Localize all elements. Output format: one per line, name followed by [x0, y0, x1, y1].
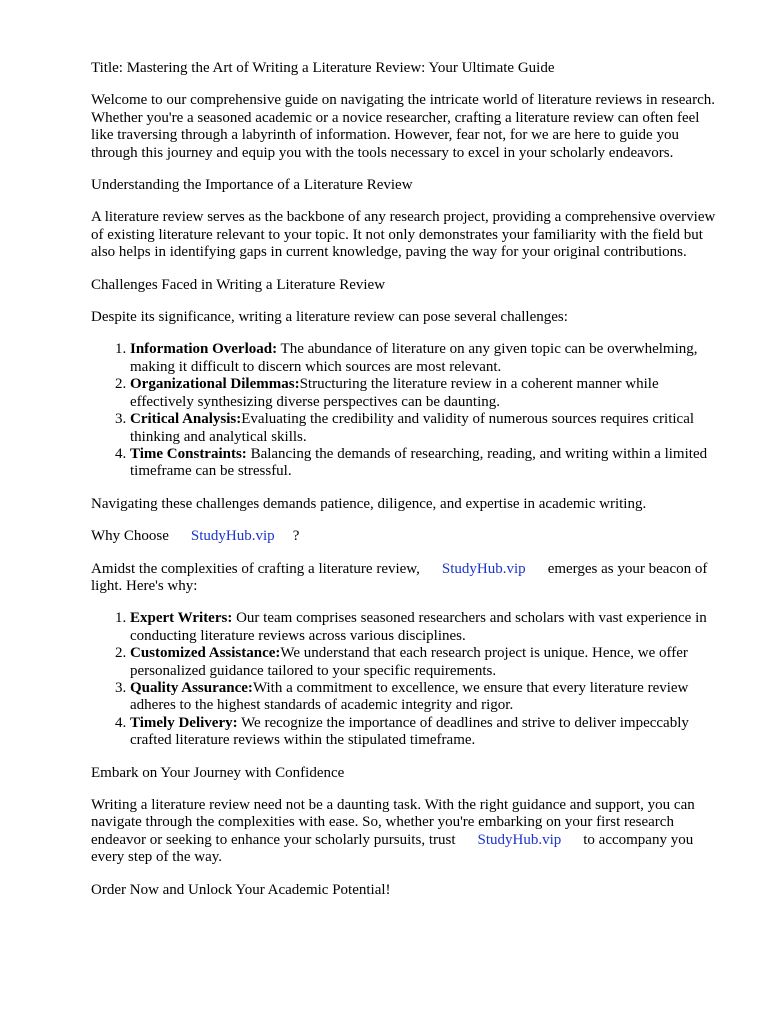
journey-paragraph — [91, 797, 721, 867]
why-choose-suffix: ? — [292, 528, 300, 545]
list-item — [130, 446, 721, 481]
studyhub-link[interactable]: StudyHub.vip — [477, 831, 562, 848]
challenges-list — [91, 341, 721, 480]
section-heading-journey: Embark on Your Journey with Confidence — [91, 764, 345, 781]
list-item — [130, 715, 721, 750]
importance-paragraph: A literature review serves as the backbone of any research project, providing a comprehensive overview of existing literature relevant to your topic. It not only demonstrates your familiarity with the field but also helps in identifying gaps in current knowledge, paving the way for your original contributions. — [91, 209, 716, 261]
list-item-term: Critical Analysis: — [130, 411, 242, 428]
list-item-term: Time Constraints: — [130, 445, 247, 462]
why-choose-prefix: Why Choose — [91, 528, 169, 545]
why-choose-line — [91, 528, 721, 545]
studyhub-link[interactable]: StudyHub.vip — [190, 528, 275, 545]
document-content — [91, 60, 721, 899]
list-item — [130, 680, 721, 715]
amidst-after: emerges as your beacon of light. Here's why: — [91, 560, 708, 594]
list-item-text: The abundance of literature on any given topic can be overwhelming, making it difficult to discern which sources are most relevant. — [130, 341, 698, 375]
amidst-paragraph — [91, 561, 721, 596]
document-title: Title: Mastering the Art of Writing a Literature Review: Your Ultimate Guide — [91, 60, 555, 76]
list-item-text: We understand that each research project is unique. Hence, we offer personalized guidance tailored to your specific requirements. — [130, 645, 688, 679]
journey-after: to accompany you every step of the way. — [91, 831, 694, 866]
challenges-closing: Navigating these challenges demands patience, diligence, and expertise in academic writing. — [91, 495, 647, 512]
list-item-text: With a commitment to excellence, we ensure that every literature review adheres to the highest standards of academic integrity and rigor. — [130, 679, 689, 714]
call-to-action: Order Now and Unlock Your Academic Potential! — [91, 881, 391, 898]
list-item-term: Quality Assurance: — [130, 679, 253, 696]
list-item-text: Structuring the literature review in a coherent manner while effectively synthesizing diverse perspectives can be daunting. — [130, 376, 659, 410]
list-item-text: Our team comprises seasoned researchers and scholars with vast experience in conducting literature reviews across various disciplines. — [130, 610, 707, 644]
list-item-term: Organizational Dilemmas: — [130, 376, 300, 393]
list-item-text: We recognize the importance of deadlines and strive to deliver impeccably crafted literature reviews within the stipulated timeframe. — [130, 714, 689, 749]
list-item — [130, 411, 721, 446]
benefits-list — [91, 610, 721, 749]
amidst-before: Amidst the complexities of crafting a literature review, — [91, 560, 420, 577]
list-item — [130, 376, 721, 411]
challenges-lead: Despite its significance, writing a literature review can pose several challenges: — [91, 309, 568, 326]
list-item — [130, 341, 721, 376]
list-item-term: Expert Writers: — [130, 610, 233, 627]
list-item-term: Information Overload: — [130, 341, 278, 358]
journey-before: Writing a literature review need not be a daunting task. With the right guidance and support, you can navigate through the complexities with ease. So, whether you're embarking on your first research endeavor or seeking to enhance your scholarly pursuits, trust — [91, 797, 695, 848]
list-item-term: Customized Assistance: — [130, 645, 281, 662]
list-item — [130, 645, 721, 680]
studyhub-link[interactable]: StudyHub.vip — [441, 560, 526, 577]
list-item-text: Balancing the demands of researching, reading, and writing within a limited timeframe can be stressful. — [130, 445, 708, 480]
list-item-term: Timely Delivery: — [130, 714, 238, 731]
list-item — [130, 610, 721, 645]
section-heading-challenges: Challenges Faced in Writing a Literature Review — [91, 276, 386, 293]
intro-paragraph: Welcome to our comprehensive guide on navigating the intricate world of literature reviews in research. Whether you're a seasoned academic or a novice researcher, crafting a literature review can often feel like traversing through a labyrinth of information. However, fear not, for we are here to guide you through this journey and equip you with the tools necessary to excel in your scholarly endeavors. — [91, 92, 715, 161]
list-item-text: Evaluating the credibility and validity of numerous sources requires critical thinking and analytical skills. — [130, 411, 695, 445]
section-heading-importance: Understanding the Importance of a Literature Review — [91, 177, 413, 194]
